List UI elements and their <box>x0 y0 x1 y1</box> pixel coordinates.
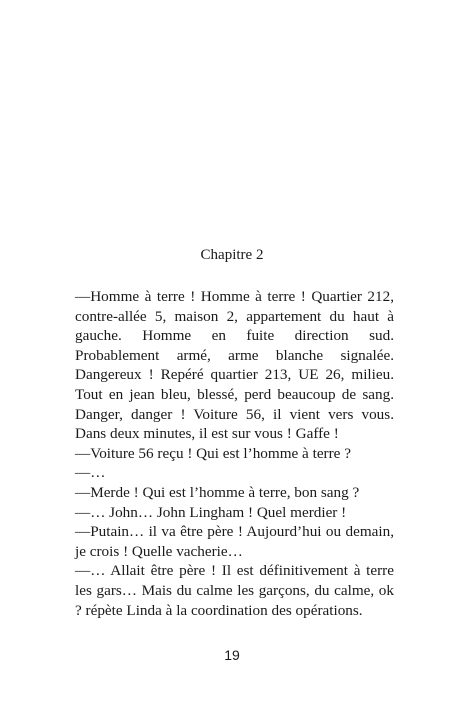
paragraph-linda-coordination: —… Allait être père ! Il est définitivement à terre les gars… Mais du calme les garçons, du calme, ok ? répète Linda à la coordination des opérations. <box>75 562 394 619</box>
paragraph-car-56-reply: —Voiture 56 reçu ! Qui est l’homme à terre ? <box>75 444 351 462</box>
paragraph-radio-alert: —Homme à terre ! Homme à terre ! Quartier 212, contre-allée 5, maison 2, appartement du haut à gauche. Homme en fuite direction sud. Probablement armé, arme blanche signalée. Dangereux ! Repéré quartier 213, UE 26, milieu. Tout en jean bleu, blessé, perd beaucoup de sang. Danger, danger ! Voiture 56, il vient vers vous. Dans deux minutes, il est sur vous ! Gaffe ! <box>75 288 394 443</box>
chapter-body <box>75 287 394 620</box>
page-number: 19 <box>224 647 240 663</box>
paragraph-who-is-down: —Merde ! Qui est l’homme à terre, bon sang ? <box>75 483 360 501</box>
paragraph-going-to-be-father: —Putain… il va être père ! Aujourd’hui ou demain, je crois ! Quelle vacherie… <box>75 523 394 560</box>
chapter-title: Chapitre 2 <box>200 247 264 263</box>
paragraph-john-lingham: —… John… John Lingham ! Quel merdier ! <box>75 503 347 521</box>
paragraph-silence: —… <box>75 464 106 482</box>
